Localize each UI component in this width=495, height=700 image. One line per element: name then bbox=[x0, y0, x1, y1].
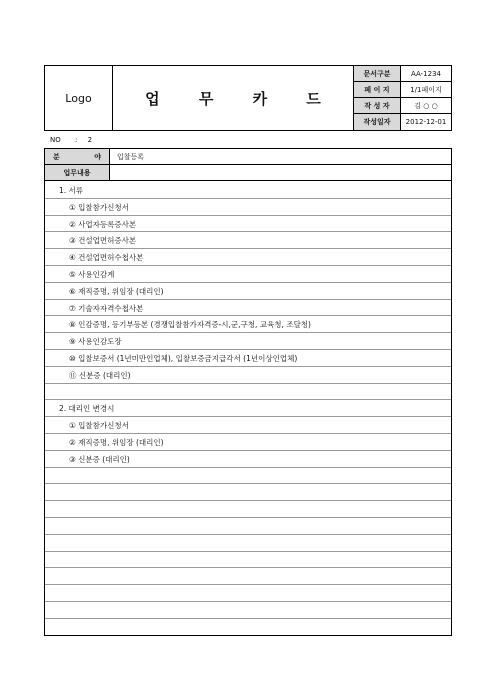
field-label-part: 야 bbox=[94, 152, 101, 161]
list-item: ① 입찰참가신청서 bbox=[69, 202, 129, 212]
list-item: ⑩ 입찰보증서 (1년미만인업체), 입찰보증금지급각서 (1년이상인업체) bbox=[69, 354, 298, 363]
field-category bbox=[45, 149, 451, 165]
ruled-line bbox=[45, 282, 451, 283]
ruled-line bbox=[45, 500, 451, 501]
section-heading: 2. 대리인 변경시 bbox=[59, 404, 115, 414]
ruled-line bbox=[45, 416, 451, 417]
ruled-line bbox=[45, 551, 451, 552]
section-heading: 1. 서류 bbox=[59, 186, 84, 195]
ruled-line bbox=[45, 635, 451, 636]
ruled-line bbox=[45, 584, 451, 585]
ruled-line bbox=[45, 567, 451, 568]
ruled-line bbox=[45, 231, 451, 232]
meta-value: 2012-12-01 bbox=[405, 118, 447, 126]
field-value: 입찰등록 bbox=[117, 152, 145, 161]
ruled-line bbox=[45, 618, 451, 619]
ruled-line bbox=[45, 534, 451, 535]
ruled-line bbox=[45, 483, 451, 484]
meta-value: AA-1234 bbox=[411, 69, 441, 78]
list-item: ⑥ 재직증명, 위임장 (대리인) bbox=[69, 286, 164, 296]
field-value bbox=[110, 165, 451, 180]
list-item: ⑧ 인감증명, 등기부등본 (경쟁입찰참가자격증-시,군,구청, 교육청, 조달청) bbox=[69, 320, 311, 330]
no-value: 2 bbox=[87, 136, 93, 144]
ruled-line bbox=[45, 433, 451, 434]
meta-label: 작 성 자 bbox=[354, 98, 401, 113]
meta-value: 1/1페이지 bbox=[410, 85, 442, 94]
document-number bbox=[50, 136, 92, 144]
field-label: 업무내용 bbox=[45, 165, 110, 180]
ruled-line bbox=[45, 215, 451, 216]
meta-label: 작성일자 bbox=[354, 114, 401, 130]
list-item: ⑦ 기술자자격수첩사본 bbox=[69, 303, 144, 313]
ruled-line bbox=[45, 601, 451, 602]
list-item: ⑤ 사용인감계 bbox=[69, 270, 115, 279]
ruled-line bbox=[45, 315, 451, 316]
list-item: ② 재직증명, 위임장 (대리인) bbox=[69, 438, 164, 447]
field-work-content bbox=[45, 165, 451, 181]
ruled-line bbox=[45, 299, 451, 300]
page-title: 업 무 카 드 bbox=[113, 66, 354, 130]
work-card-body bbox=[44, 148, 452, 636]
ruled-line bbox=[45, 366, 451, 367]
ruled-line bbox=[45, 248, 451, 249]
ruled-line bbox=[45, 349, 451, 350]
meta-row-page bbox=[354, 82, 451, 98]
meta-row-doc-type bbox=[354, 66, 451, 82]
meta-row-author bbox=[354, 98, 451, 114]
field-label bbox=[45, 149, 110, 164]
no-separator: : bbox=[74, 136, 78, 144]
list-item: ⑨ 사용인감도장 bbox=[69, 337, 122, 347]
ruled-line bbox=[45, 399, 451, 400]
list-item: ④ 건설업면허수첩사본 bbox=[69, 253, 144, 263]
list-item: ① 입찰참가신청서 bbox=[69, 421, 129, 431]
list-item: ③ 건설업면허증사본 bbox=[69, 236, 137, 246]
ruled-line bbox=[45, 265, 451, 266]
field-label-part: 분 bbox=[53, 152, 60, 161]
ruled-line bbox=[45, 383, 451, 384]
list-item: ⑪ 신분증 (대리인) bbox=[69, 370, 131, 380]
ruled-line bbox=[45, 332, 451, 333]
ruled-line bbox=[45, 198, 451, 199]
list-item: ③ 신분증 (대리인) bbox=[69, 454, 130, 464]
meta-label: 문서구분 bbox=[354, 66, 401, 81]
ruled-line bbox=[45, 467, 451, 468]
header-block bbox=[44, 65, 452, 131]
list-item: ② 사업자등록증사본 bbox=[69, 219, 137, 229]
meta-table bbox=[354, 66, 451, 130]
logo: Logo bbox=[45, 66, 113, 130]
meta-row-date bbox=[354, 114, 451, 130]
ruled-line bbox=[45, 450, 451, 451]
ruled-line bbox=[45, 517, 451, 518]
meta-label: 페 이 지 bbox=[354, 82, 401, 97]
meta-value: 김 ○ ○ bbox=[414, 101, 438, 110]
no-label: NO bbox=[50, 136, 61, 144]
